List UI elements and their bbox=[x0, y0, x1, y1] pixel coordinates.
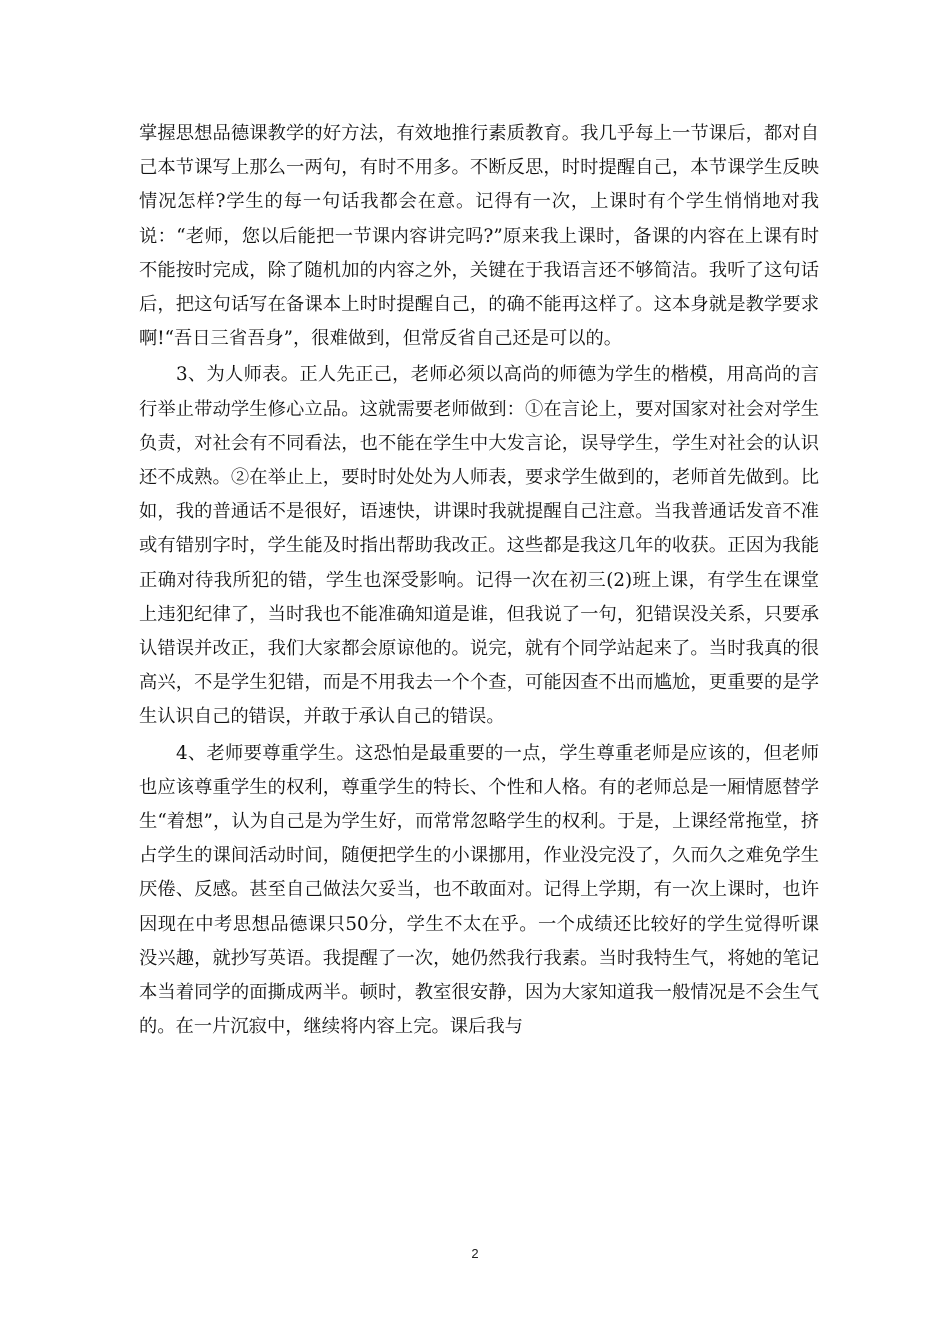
paragraph-respect-students: 4、老师要尊重学生。这恐怕是最重要的一点，学生尊重老师是应该的，但老师也应该尊重学生的权利，尊重学生的特长、个性和人格。有的老师总是一厢情愿替学生“着想”，认为自己是为学生好，而常常忽略学生的权利。于是，上课经常拖堂，挤占学生的课间活动时间，随便把学生的小课挪用，作业没完没了，久而久之难免学生厌倦、反感。甚至自己做法欠妥当，也不敢面对。记得上学期，有一次上课时，也许因现在中考思想品德课只50分，学生不太在乎。一个成绩还比较好的学生觉得听课没兴趣，就抄写英语。我提醒了一次，她仍然我行我素。当时我特生气，将她的笔记本当着同学的面撕成两半。顿时，教室很安静，因为大家知道我一般情况是不会生气的。在一片沉寂中，继续将内容上完。课后我与 bbox=[139, 742, 819, 1038]
paragraph-role-model: 3、为人师表。正人先正己，老师必须以高尚的师德为学生的楷模，用高尚的言行举止带动学生修心立品。这就需要老师做到：①在言论上，要对国家对社会对学生负责，对社会有不同看法，也不能在学生中大发言论，误导学生，学生对社会的认识还不成熟。②在举止上，要时时处处为人师表，要求学生做到的，老师首先做到。比如，我的普通话不是很好，语速快，讲课时我就提醒自己注意。当我普通话发音不准或有错别字时，学生能及时指出帮助我改正。这些都是我这几年的收获。正因为我能正确对待我所犯的错，学生也深受影响。记得一次在初三(2)班上课，有学生在课堂上违犯纪律了，当时我也不能准确知道是谁，但我说了一句，犯错误没关系，只要承认错误并改正，我们大家都会原谅他的。说完，就有个同学站起来了。当时我真的很高兴，不是学生犯错，而是不用我去一个个查，可能因查不出而尴尬，更重要的是学生认识自己的错误，并敢于承认自己的错误。 bbox=[139, 364, 819, 728]
page-number: 2 bbox=[471, 1246, 479, 1261]
body-text bbox=[139, 117, 819, 1046]
paragraph-reflection: 掌握思想品德课教学的好方法，有效地推行素质教育。我几乎每上一节课后，都对自己本节课写上那么一两句，有时不用多。不断反思，时时提醒自己，本节课学生反映情况怎样?学生的每一句话我都会在意。记得有一次，上课时有个学生悄悄地对我说：“老师，您以后能把一节课内容讲完吗?”原来我上课时，备课的内容在上课有时不能按时完成，除了随机加的内容之外，关键在于我语言还不够简洁。我听了这句话后，把这句话写在备课本上时时提醒自己，的确不能再这样了。这本身就是教学要求啊!“吾日三省吾身”，很难做到，但常反省自己还是可以的。 bbox=[139, 123, 819, 350]
